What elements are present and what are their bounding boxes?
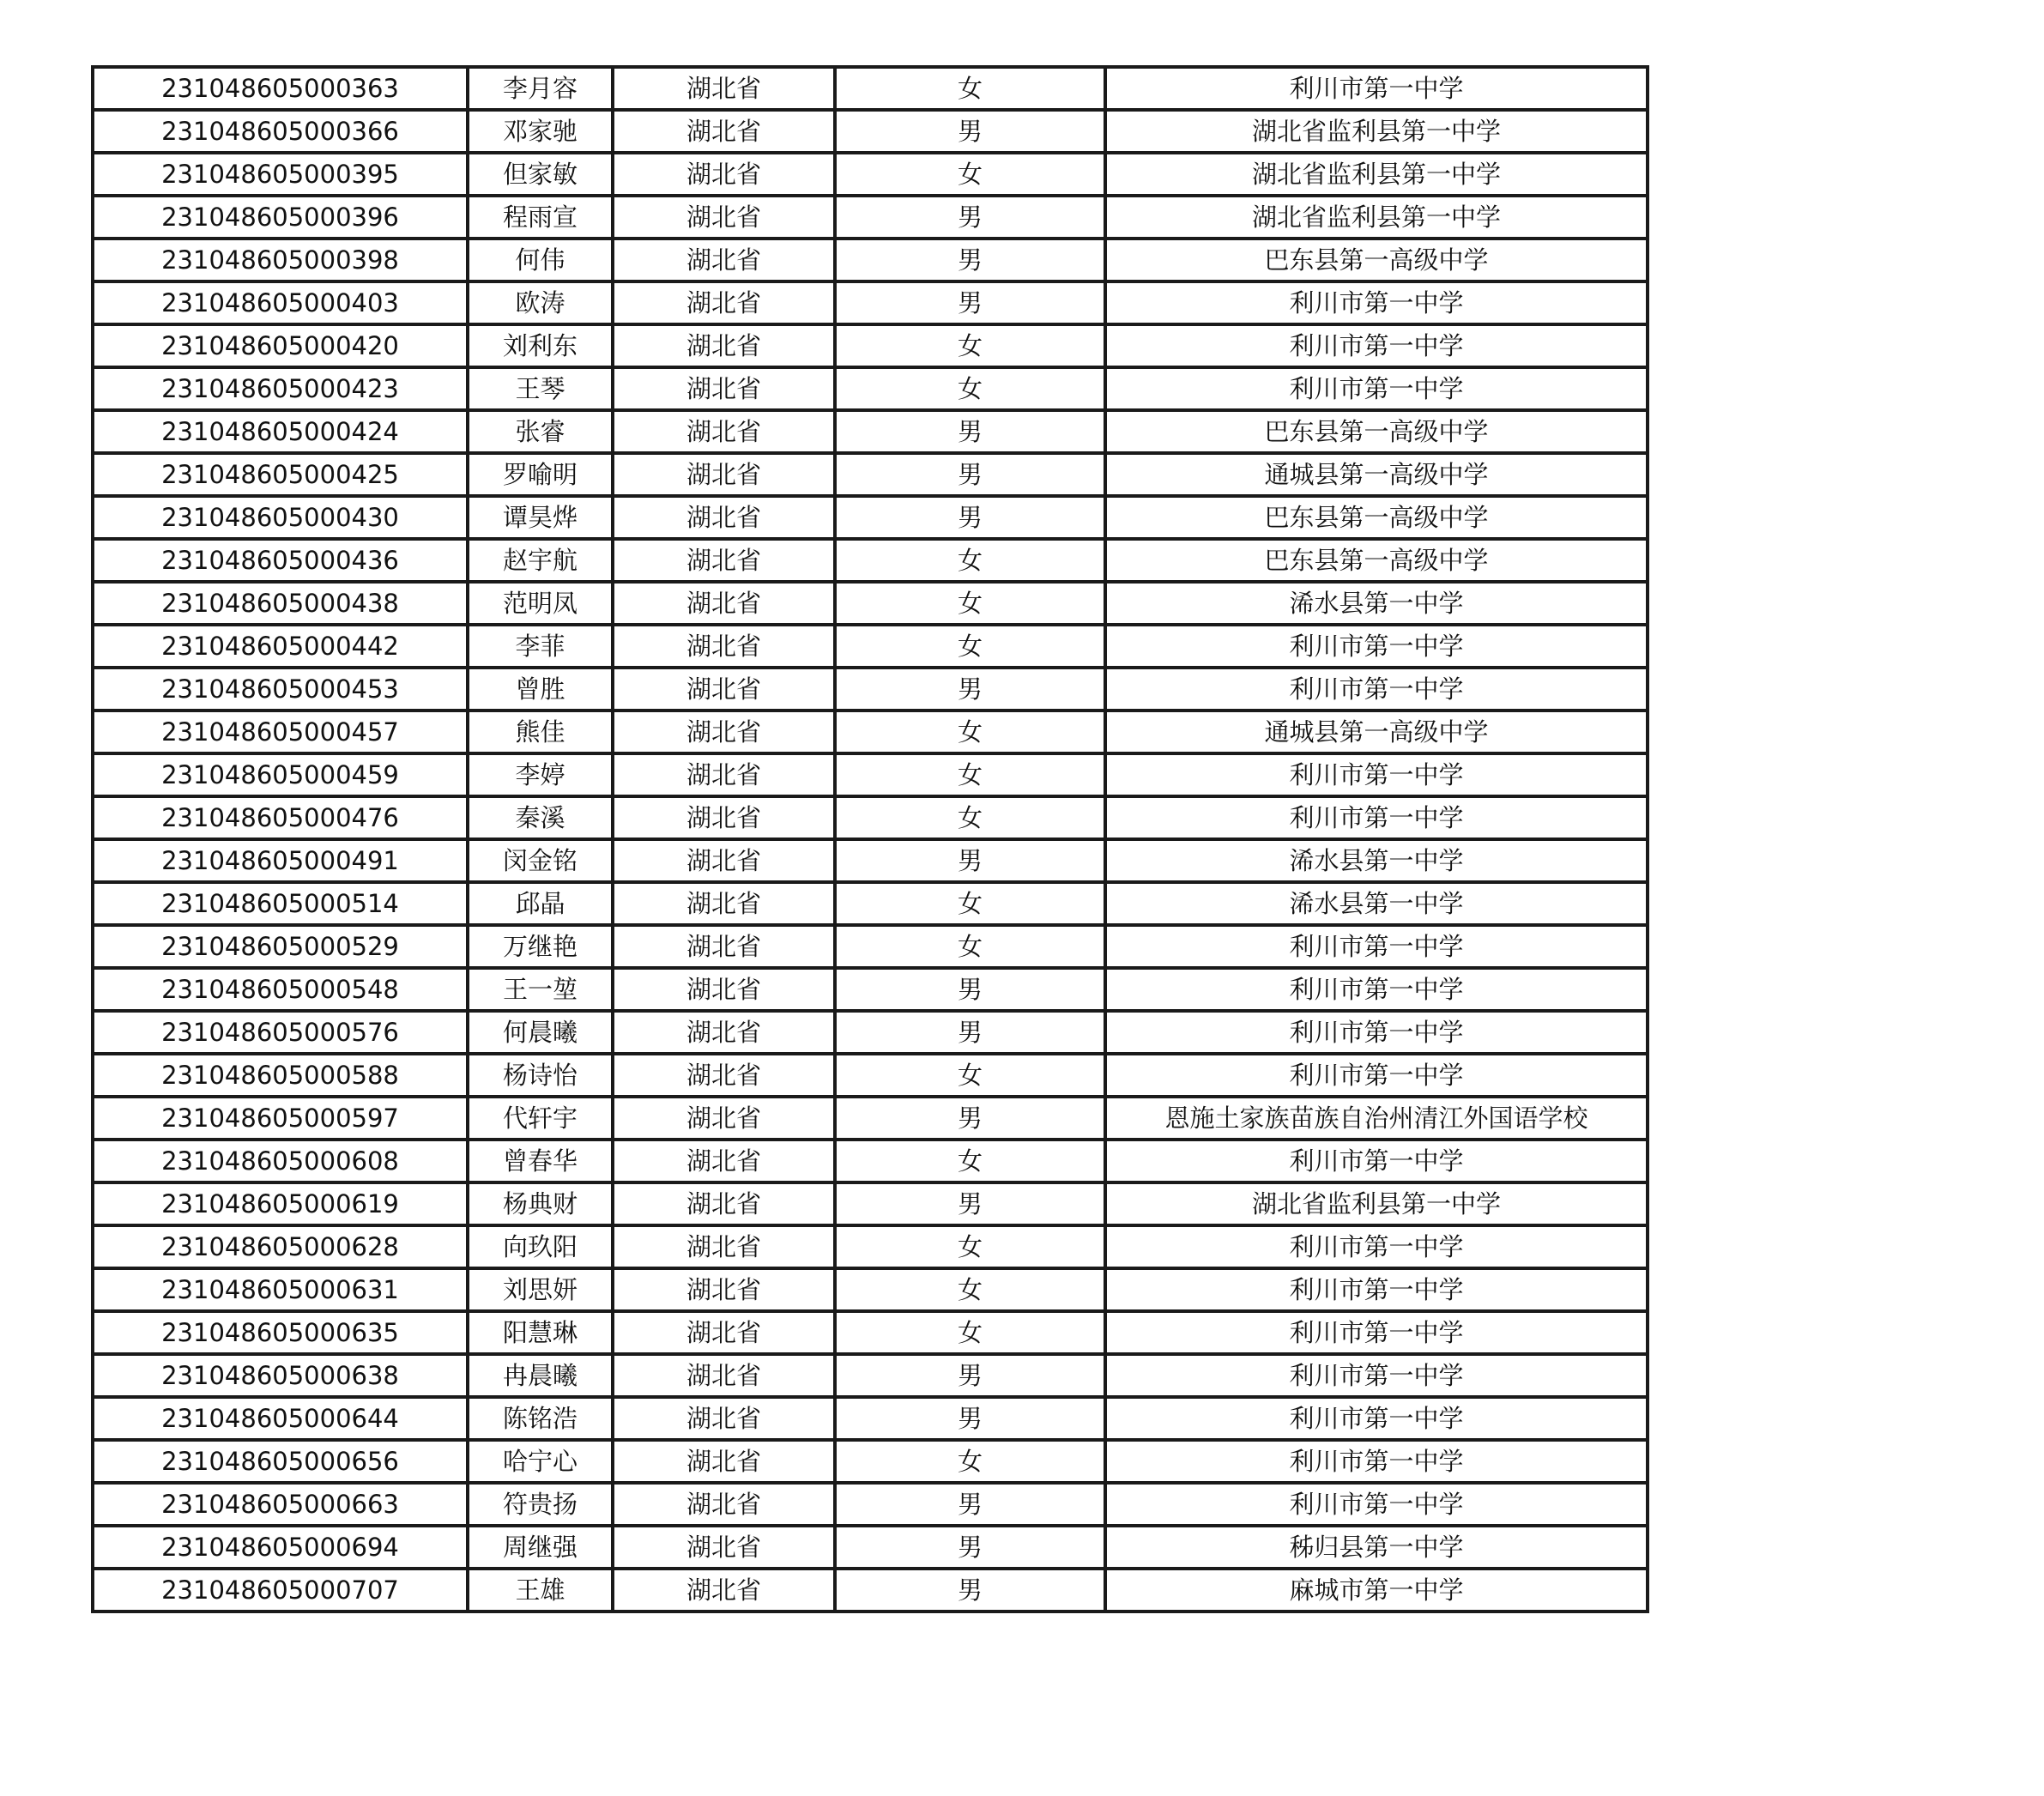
table-row [93, 67, 1648, 110]
table-row [93, 582, 1648, 625]
table-row [93, 925, 1648, 968]
gender-cell: 女 [835, 753, 1105, 796]
school-cell: 利川市第一中学 [1105, 1354, 1648, 1397]
candidate-id-cell: 231048605000631 [93, 1268, 468, 1311]
candidate-id-cell: 231048605000424 [93, 410, 468, 453]
province-cell: 湖北省 [613, 1054, 835, 1097]
gender-cell: 女 [835, 1268, 1105, 1311]
gender-cell: 男 [835, 839, 1105, 882]
school-cell: 利川市第一中学 [1105, 1011, 1648, 1054]
candidate-id-cell: 231048605000453 [93, 668, 468, 711]
gender-cell: 男 [835, 496, 1105, 539]
gender-cell: 男 [835, 110, 1105, 153]
school-cell: 利川市第一中学 [1105, 968, 1648, 1011]
candidate-id-cell: 231048605000491 [93, 839, 468, 882]
province-cell: 湖北省 [613, 1225, 835, 1268]
student-name-cell: 欧涛 [468, 281, 613, 324]
student-name-cell: 符贵扬 [468, 1483, 613, 1526]
candidate-id-cell: 231048605000638 [93, 1354, 468, 1397]
student-name-cell: 刘利东 [468, 324, 613, 367]
table-row [93, 1140, 1648, 1182]
student-name-cell: 范明凤 [468, 582, 613, 625]
school-cell: 浠水县第一中学 [1105, 882, 1648, 925]
candidate-id-cell: 231048605000363 [93, 67, 468, 110]
table-row [93, 1268, 1648, 1311]
school-cell: 巴东县第一高级中学 [1105, 539, 1648, 582]
candidate-id-cell: 231048605000425 [93, 453, 468, 496]
gender-cell: 女 [835, 367, 1105, 410]
school-cell: 利川市第一中学 [1105, 1268, 1648, 1311]
student-name-cell: 张睿 [468, 410, 613, 453]
student-name-cell: 罗喻明 [468, 453, 613, 496]
table-row [93, 1483, 1648, 1526]
gender-cell: 女 [835, 582, 1105, 625]
table-row [93, 1097, 1648, 1140]
province-cell: 湖北省 [613, 239, 835, 281]
gender-cell: 女 [835, 153, 1105, 196]
province-cell: 湖北省 [613, 1011, 835, 1054]
student-name-cell: 王一堃 [468, 968, 613, 1011]
school-cell: 湖北省监利县第一中学 [1105, 1182, 1648, 1225]
table-row [93, 1354, 1648, 1397]
table-row [93, 968, 1648, 1011]
province-cell: 湖北省 [613, 582, 835, 625]
student-name-cell: 何伟 [468, 239, 613, 281]
candidate-id-cell: 231048605000459 [93, 753, 468, 796]
roster-body [93, 67, 1648, 1612]
student-name-cell: 万继艳 [468, 925, 613, 968]
student-name-cell: 但家敏 [468, 153, 613, 196]
candidate-id-cell: 231048605000644 [93, 1397, 468, 1440]
province-cell: 湖北省 [613, 453, 835, 496]
table-row [93, 110, 1648, 153]
school-cell: 利川市第一中学 [1105, 1054, 1648, 1097]
candidate-id-cell: 231048605000656 [93, 1440, 468, 1483]
school-cell: 利川市第一中学 [1105, 67, 1648, 110]
candidate-id-cell: 231048605000476 [93, 796, 468, 839]
candidate-id-cell: 231048605000548 [93, 968, 468, 1011]
student-name-cell: 熊佳 [468, 711, 613, 753]
student-name-cell: 杨典财 [468, 1182, 613, 1225]
school-cell: 麻城市第一中学 [1105, 1569, 1648, 1612]
school-cell: 湖北省监利县第一中学 [1105, 110, 1648, 153]
province-cell: 湖北省 [613, 1311, 835, 1354]
province-cell: 湖北省 [613, 625, 835, 668]
student-name-cell: 杨诗怡 [468, 1054, 613, 1097]
province-cell: 湖北省 [613, 1526, 835, 1569]
table-row [93, 496, 1648, 539]
school-cell: 通城县第一高级中学 [1105, 711, 1648, 753]
candidate-id-cell: 231048605000396 [93, 196, 468, 239]
school-cell: 浠水县第一中学 [1105, 582, 1648, 625]
candidate-id-cell: 231048605000395 [93, 153, 468, 196]
table-row [93, 453, 1648, 496]
table-row [93, 410, 1648, 453]
gender-cell: 女 [835, 711, 1105, 753]
province-cell: 湖北省 [613, 496, 835, 539]
school-cell: 秭归县第一中学 [1105, 1526, 1648, 1569]
gender-cell: 女 [835, 1440, 1105, 1483]
table-row [93, 324, 1648, 367]
school-cell: 利川市第一中学 [1105, 1397, 1648, 1440]
gender-cell: 女 [835, 324, 1105, 367]
province-cell: 湖北省 [613, 1182, 835, 1225]
candidate-id-cell: 231048605000436 [93, 539, 468, 582]
gender-cell: 男 [835, 410, 1105, 453]
student-name-cell: 闵金铭 [468, 839, 613, 882]
candidate-id-cell: 231048605000707 [93, 1569, 468, 1612]
province-cell: 湖北省 [613, 281, 835, 324]
student-name-cell: 谭昊烨 [468, 496, 613, 539]
candidate-id-cell: 231048605000438 [93, 582, 468, 625]
candidate-id-cell: 231048605000619 [93, 1182, 468, 1225]
province-cell: 湖北省 [613, 110, 835, 153]
gender-cell: 女 [835, 1054, 1105, 1097]
province-cell: 湖北省 [613, 539, 835, 582]
student-name-cell: 何晨曦 [468, 1011, 613, 1054]
student-name-cell: 李婷 [468, 753, 613, 796]
table-row [93, 711, 1648, 753]
student-name-cell: 周继强 [468, 1526, 613, 1569]
student-name-cell: 秦溪 [468, 796, 613, 839]
school-cell: 利川市第一中学 [1105, 1311, 1648, 1354]
table-row [93, 668, 1648, 711]
student-name-cell: 邓家驰 [468, 110, 613, 153]
school-cell: 利川市第一中学 [1105, 1140, 1648, 1182]
gender-cell: 女 [835, 539, 1105, 582]
student-roster-table [91, 65, 1649, 1613]
school-cell: 利川市第一中学 [1105, 367, 1648, 410]
student-name-cell: 曾春华 [468, 1140, 613, 1182]
candidate-id-cell: 231048605000420 [93, 324, 468, 367]
table-row [93, 239, 1648, 281]
candidate-id-cell: 231048605000430 [93, 496, 468, 539]
province-cell: 湖北省 [613, 968, 835, 1011]
gender-cell: 男 [835, 1397, 1105, 1440]
student-name-cell: 代轩宇 [468, 1097, 613, 1140]
table-row [93, 1440, 1648, 1483]
gender-cell: 女 [835, 1225, 1105, 1268]
student-name-cell: 王琴 [468, 367, 613, 410]
province-cell: 湖北省 [613, 668, 835, 711]
table-row [93, 882, 1648, 925]
school-cell: 利川市第一中学 [1105, 625, 1648, 668]
school-cell: 利川市第一中学 [1105, 925, 1648, 968]
school-cell: 巴东县第一高级中学 [1105, 239, 1648, 281]
candidate-id-cell: 231048605000403 [93, 281, 468, 324]
table-row [93, 839, 1648, 882]
province-cell: 湖北省 [613, 839, 835, 882]
school-cell: 湖北省监利县第一中学 [1105, 153, 1648, 196]
school-cell: 湖北省监利县第一中学 [1105, 196, 1648, 239]
table-row [93, 281, 1648, 324]
province-cell: 湖北省 [613, 1140, 835, 1182]
school-cell: 巴东县第一高级中学 [1105, 496, 1648, 539]
school-cell: 通城县第一高级中学 [1105, 453, 1648, 496]
gender-cell: 男 [835, 1011, 1105, 1054]
province-cell: 湖北省 [613, 324, 835, 367]
province-cell: 湖北省 [613, 1268, 835, 1311]
table-row [93, 196, 1648, 239]
province-cell: 湖北省 [613, 796, 835, 839]
table-row [93, 367, 1648, 410]
province-cell: 湖北省 [613, 1354, 835, 1397]
gender-cell: 女 [835, 925, 1105, 968]
table-row [93, 1569, 1648, 1612]
province-cell: 湖北省 [613, 153, 835, 196]
gender-cell: 男 [835, 1182, 1105, 1225]
candidate-id-cell: 231048605000635 [93, 1311, 468, 1354]
candidate-id-cell: 231048605000398 [93, 239, 468, 281]
candidate-id-cell: 231048605000694 [93, 1526, 468, 1569]
gender-cell: 男 [835, 453, 1105, 496]
table-row [93, 1054, 1648, 1097]
student-name-cell: 邱晶 [468, 882, 613, 925]
candidate-id-cell: 231048605000576 [93, 1011, 468, 1054]
candidate-id-cell: 231048605000608 [93, 1140, 468, 1182]
province-cell: 湖北省 [613, 196, 835, 239]
candidate-id-cell: 231048605000628 [93, 1225, 468, 1268]
gender-cell: 男 [835, 281, 1105, 324]
gender-cell: 男 [835, 968, 1105, 1011]
gender-cell: 男 [835, 668, 1105, 711]
student-name-cell: 向玖阳 [468, 1225, 613, 1268]
school-cell: 利川市第一中学 [1105, 1483, 1648, 1526]
student-name-cell: 李菲 [468, 625, 613, 668]
school-cell: 利川市第一中学 [1105, 324, 1648, 367]
gender-cell: 男 [835, 1526, 1105, 1569]
table-row [93, 1397, 1648, 1440]
gender-cell: 男 [835, 239, 1105, 281]
gender-cell: 女 [835, 796, 1105, 839]
school-cell: 利川市第一中学 [1105, 753, 1648, 796]
gender-cell: 女 [835, 1311, 1105, 1354]
gender-cell: 男 [835, 1097, 1105, 1140]
province-cell: 湖北省 [613, 753, 835, 796]
candidate-id-cell: 231048605000366 [93, 110, 468, 153]
table-row [93, 796, 1648, 839]
gender-cell: 女 [835, 625, 1105, 668]
province-cell: 湖北省 [613, 925, 835, 968]
province-cell: 湖北省 [613, 1397, 835, 1440]
candidate-id-cell: 231048605000442 [93, 625, 468, 668]
school-cell: 利川市第一中学 [1105, 281, 1648, 324]
table-row [93, 539, 1648, 582]
candidate-id-cell: 231048605000457 [93, 711, 468, 753]
province-cell: 湖北省 [613, 367, 835, 410]
table-row [93, 1011, 1648, 1054]
table-row [93, 1526, 1648, 1569]
gender-cell: 男 [835, 1483, 1105, 1526]
gender-cell: 女 [835, 882, 1105, 925]
candidate-id-cell: 231048605000597 [93, 1097, 468, 1140]
school-cell: 利川市第一中学 [1105, 796, 1648, 839]
candidate-id-cell: 231048605000663 [93, 1483, 468, 1526]
province-cell: 湖北省 [613, 1483, 835, 1526]
candidate-id-cell: 231048605000423 [93, 367, 468, 410]
candidate-id-cell: 231048605000529 [93, 925, 468, 968]
student-name-cell: 王雄 [468, 1569, 613, 1612]
province-cell: 湖北省 [613, 1569, 835, 1612]
school-cell: 利川市第一中学 [1105, 1440, 1648, 1483]
gender-cell: 女 [835, 1140, 1105, 1182]
province-cell: 湖北省 [613, 1097, 835, 1140]
school-cell: 巴东县第一高级中学 [1105, 410, 1648, 453]
province-cell: 湖北省 [613, 1440, 835, 1483]
table-row [93, 153, 1648, 196]
student-name-cell: 哈宁心 [468, 1440, 613, 1483]
province-cell: 湖北省 [613, 882, 835, 925]
student-name-cell: 李月容 [468, 67, 613, 110]
province-cell: 湖北省 [613, 410, 835, 453]
table-row [93, 1225, 1648, 1268]
province-cell: 湖北省 [613, 67, 835, 110]
school-cell: 利川市第一中学 [1105, 668, 1648, 711]
student-name-cell: 程雨宣 [468, 196, 613, 239]
table-row [93, 753, 1648, 796]
student-name-cell: 赵宇航 [468, 539, 613, 582]
candidate-id-cell: 231048605000514 [93, 882, 468, 925]
student-name-cell: 阳慧琳 [468, 1311, 613, 1354]
student-name-cell: 曾胜 [468, 668, 613, 711]
gender-cell: 男 [835, 1569, 1105, 1612]
table-row [93, 1182, 1648, 1225]
student-name-cell: 陈铭浩 [468, 1397, 613, 1440]
table-row [93, 1311, 1648, 1354]
province-cell: 湖北省 [613, 711, 835, 753]
student-name-cell: 刘思妍 [468, 1268, 613, 1311]
gender-cell: 男 [835, 196, 1105, 239]
school-cell: 恩施土家族苗族自治州清江外国语学校 [1105, 1097, 1648, 1140]
gender-cell: 女 [835, 67, 1105, 110]
school-cell: 浠水县第一中学 [1105, 839, 1648, 882]
candidate-id-cell: 231048605000588 [93, 1054, 468, 1097]
table-row [93, 625, 1648, 668]
student-name-cell: 冉晨曦 [468, 1354, 613, 1397]
gender-cell: 男 [835, 1354, 1105, 1397]
school-cell: 利川市第一中学 [1105, 1225, 1648, 1268]
